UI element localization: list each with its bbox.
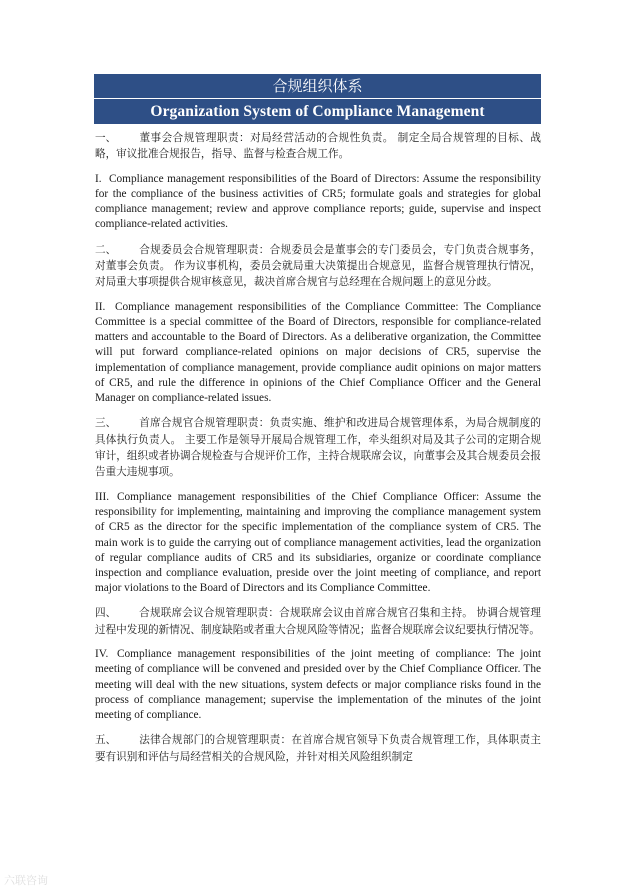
paragraph-zh xyxy=(95,242,541,291)
section-text-en: Compliance management responsibilities of the joint meeting of compliance: The joint meeting of compliance will be convened and presided over by the Chief Compliance Officer. The meeting will deal with the new situations, system defects or major compliance risks found in the process of compliance management; supervise the implementation of the minutes of the joint meeting of compliance. xyxy=(95,648,541,721)
section-number-zh: 三、 xyxy=(95,417,117,430)
title-zh: 合规组织体系 xyxy=(94,74,541,99)
paragraph-en xyxy=(95,172,541,233)
section-number-zh: 二、 xyxy=(95,243,117,256)
watermark-logo: 六联咨询 xyxy=(4,874,48,887)
section-text-en: Compliance management responsibilities of the Board of Directors: Assume the responsibility for the compliance of the business activities of CR5; formulate goals and strategies for global compliance management; review and approve compliance reports; guide, supervise and inspect compliance-related activities. xyxy=(95,172,541,231)
paragraph-zh xyxy=(95,605,541,638)
paragraph-en xyxy=(95,647,541,723)
title-en: Organization System of Compliance Management xyxy=(150,103,485,120)
paragraph-zh xyxy=(95,130,541,163)
paragraph-zh xyxy=(95,415,541,481)
section-number-zh: 四、 xyxy=(95,607,117,620)
section-number-en: IV. xyxy=(95,648,109,661)
section-number-en: I. xyxy=(95,172,102,185)
paragraph-en xyxy=(95,300,541,406)
section-text-zh: 首席合规官合规管理职责：负责实施、维护和改进局合规管理体系，为局合规制度的具体执行负责人。 主要工作是领导开展局合规管理工作，牵头组织对局及其子公司的定期合规审计，组织或者协调合规检查与合规评价工作，主持合规联席会议，向董事会及其合规委员会报告重大违规事项。 xyxy=(95,417,541,479)
section-text-zh: 法律合规部门的合规管理职责：在首席合规官领导下负责合规管理工作，具体职责主要有识别和评估与局经营相关的合规风险，并针对相关风险组织制定 xyxy=(95,734,541,763)
section-text-en: Compliance management responsibilities of the Chief Compliance Officer: Assume the responsibility for implementing, maintaining and improving the compliance management system of CR5 as the director for the specific implementation of the compliance system of CR5. The main work is to guide the carrying out of compliance management activities, lead the organization of regular compliance audits of CR5 and its subsidiaries, organize or coordinate compliance inspection and compliance evaluation, preside over the joint meeting of compliance, and report major violations to the Board of Directors and its Compliance Committee. xyxy=(95,490,541,595)
section-number-en: III. xyxy=(95,490,110,503)
paragraph-zh xyxy=(95,732,541,765)
section-text-zh: 董事会合规管理职责：对局经营活动的合规性负责。 制定全局合规管理的目标、战略，审议批准合规报告，指导、监督与检查合规工作。 xyxy=(95,132,541,161)
section-text-zh: 合规委员会合规管理职责：合规委员会是董事会的专门委员会，专门负责合规事务，对董事会负责。 作为议事机构，委员会就局重大决策提出合规意见，监督合规管理执行情况，对局重大事项提供合规审核意见，裁决首席合规官与总经理在合规问题上的意见分歧。 xyxy=(95,243,541,289)
section-number-zh: 五、 xyxy=(95,734,117,747)
section-number-en: II. xyxy=(95,300,106,313)
document-body xyxy=(95,130,541,765)
title-banner xyxy=(94,74,541,124)
section-number-zh: 一、 xyxy=(95,132,117,144)
paragraph-en xyxy=(95,490,541,596)
section-text-en: Compliance management responsibilities of the Compliance Committee: The Compliance Committee is a special committee of the Board of Directors, responsible for compliance-related matters and accountable to the Board of Directors. As a deliberative organization, the Committee will put forward compliance-related opinions on major decisions of CR5, supervise the implementation of compliance management, provide compliance audit opinions on major matters of CR5, and rule the difference in opinions of the Chief Compliance Officer and the General Manager on compliance-related issues. xyxy=(95,300,541,405)
section-text-zh: 合规联席会议合规管理职责：合规联席会议由首席合规官召集和主持。 协调合规管理过程中发现的新情况、制度缺陷或者重大合规风险等情况；监督合规联席会议纪要执行情况等。 xyxy=(95,607,541,636)
